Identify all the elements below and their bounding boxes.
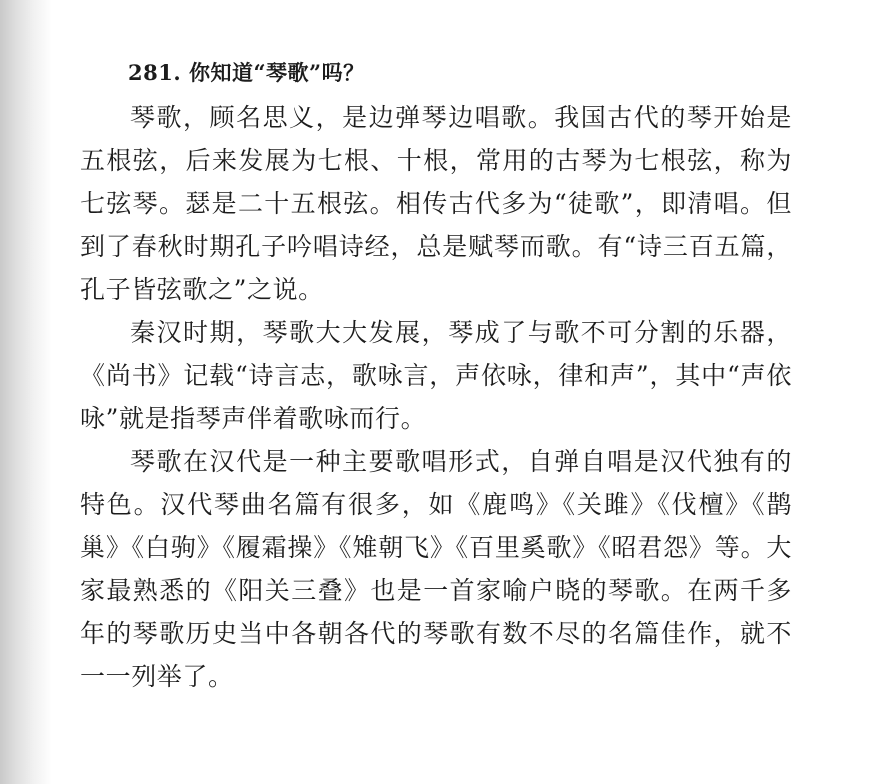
page-spine-shadow bbox=[0, 0, 52, 784]
article-heading: 281. 你知道“琴歌”吗？ bbox=[128, 60, 365, 85]
paragraph-1: 琴歌，顾名思义，是边弹琴边唱歌。我国古代的琴开始是五根弦，后来发展为七根、十根，常用的古琴为七根弦，称为七弦琴。瑟是二十五根弦。相传古代多为“徒歌”，即清唱。但到了春秋时期孔子吟唱诗经，总是赋琴而歌。有“诗三百五篇，孔子皆弦歌之”之说。 bbox=[80, 103, 792, 304]
article-body bbox=[80, 58, 792, 698]
paragraph-2: 秦汉时期，琴歌大大发展，琴成了与歌不可分割的乐器，《尚书》记载“诗言志，歌咏言，声依咏，律和声”，其中“声依咏”就是指琴声伴着歌咏而行。 bbox=[80, 318, 792, 433]
paragraph-3: 琴歌在汉代是一种主要歌唱形式，自弹自唱是汉代独有的特色。汉代琴曲名篇有很多，如《鹿鸣》《关雎》《伐檀》《鹊巢》《白驹》《履霜操》《雉朝飞》《百里奚歌》《昭君怨》等。大家最熟悉的《阳关三叠》也是一首家喻户晓的琴歌。在两千多年的琴歌历史当中各朝各代的琴歌有数不尽的名篇佳作，就不一一列举了。 bbox=[80, 447, 792, 691]
